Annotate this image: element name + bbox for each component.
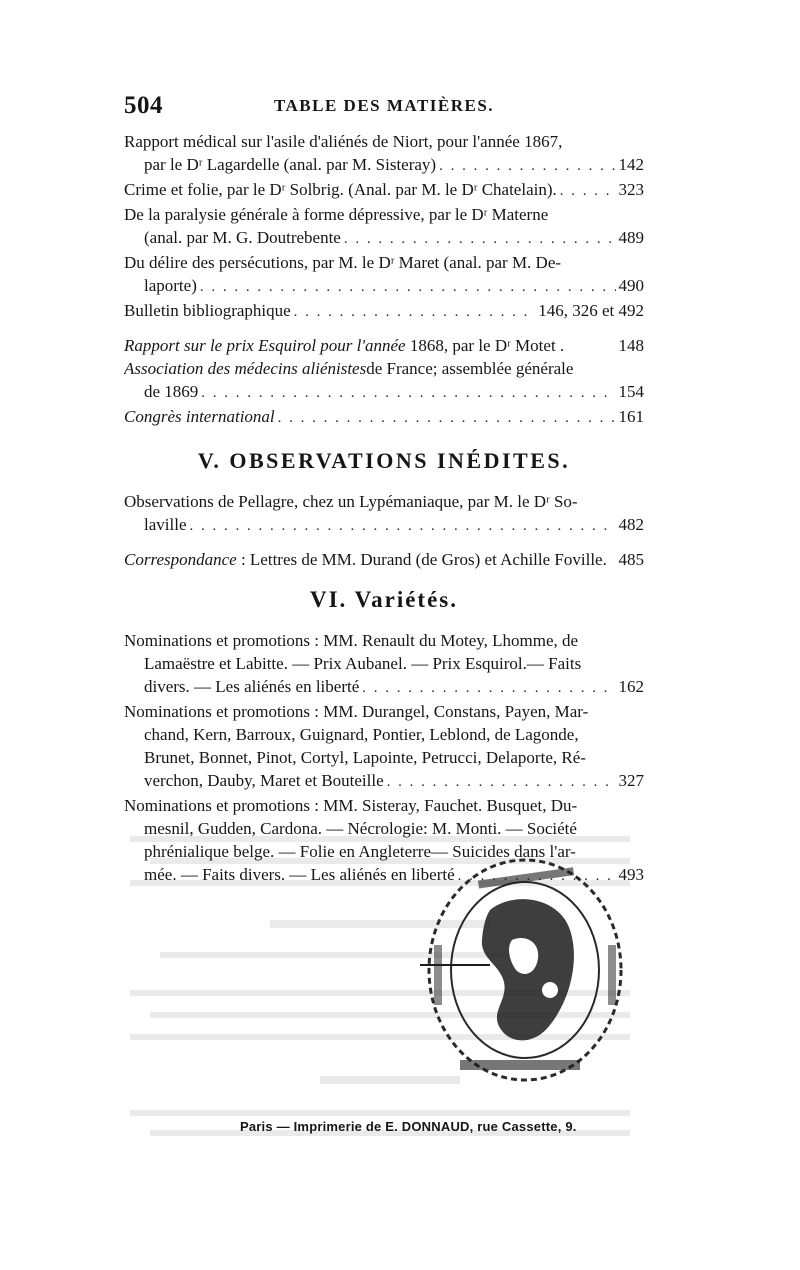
entry-text: Nominations et promotions : MM. Durangel, Constans, Payen, Mar- [124,702,589,721]
toc-entry [124,405,644,430]
toc-entry [124,334,644,357]
toc-entry [124,251,644,299]
toc-entry [124,700,644,794]
entry-text: verchon, Dauby, Maret et Bouteille [144,771,384,790]
section-title: VI. Variétés. [309,587,459,612]
entry-text: Nominations et promotions : MM. Sisteray, Fauchet. Busquet, Du- [124,796,578,815]
entry-text: Rapport médical sur l'asile d'aliénés de Niort, pour l'année 1867, [124,132,563,151]
toc-entry [124,130,644,178]
toc-entry [124,299,644,324]
toc-entry [124,490,644,538]
table-of-contents [124,130,644,888]
entry-italic-title: Association des médecins aliénistes [124,359,367,378]
entry-text: de 1869 [144,382,199,401]
printer-imprint: Paris — Imprimerie de E. DONNAUD, rue Cassette, 9. [240,1119,577,1134]
page-ref: 146, 326 et 492 [538,301,644,320]
page-ref: 161 [618,407,644,426]
section-title: V. OBSERVATIONS INÉDITES. [197,448,571,473]
page-ref: 162 [618,677,644,696]
entry-text: Lamaëstre et Labitte. — Prix Aubanel. — Prix Esquirol.— Faits [144,654,582,673]
toc-entry [124,629,644,700]
page-ref: 142 [618,155,644,174]
toc-entry [124,357,644,405]
page-ref: 489 [618,228,644,247]
entry-text: Bulletin bibliographique [124,301,291,320]
entry-text: Brunet, Bonnet, Pinot, Cortyl, Lapointe, Petrucci, Delaporte, Ré- [144,748,586,767]
entry-text: divers. — Les aliénés en liberté [144,677,360,696]
entry-text: laporte) [144,276,197,295]
page-header [124,92,644,122]
page-number: 504 [124,92,163,119]
entry-text: mesnil, Gudden, Cardona. — Nécrologie: M. Monti. — Société [144,819,577,838]
entry-text: Du délire des persécutions, par M. le Dʳ Maret (anal. par M. De- [124,253,562,272]
page-ref: 493 [618,865,644,884]
page-ref: 327 [618,771,644,790]
entry-text: Crime et folie, par le Dʳ Solbrig. (Anal. par M. le Dʳ Chatelain). [124,180,557,199]
entry-text: phrénialique belge. — Folie en Angleterre— Suicides dans l'ar- [144,842,576,861]
entry-text: mée. — Faits divers. — Les aliénés en liberté [144,865,455,884]
page-ref: 154 [618,382,644,401]
page-ref: 485 [618,550,644,569]
toc-entry [124,203,644,251]
toc-entry [124,548,644,571]
entry-italic-title: Congrès international [124,407,275,426]
entry-italic-title: Correspondance [124,550,237,569]
entry-text: De la paralysie générale à forme dépressive, par le Dʳ Materne [124,205,549,224]
entry-text: (anal. par M. G. Doutrebente [144,228,341,247]
entry-italic-title: Rapport sur le prix Esquirol pour l'année [124,336,406,355]
entry-text: Nominations et promotions : MM. Renault du Motey, Lhomme, de [124,631,579,650]
library-stamp-icon [420,850,630,1090]
entry-text: : Lettres de MM. Durand (de Gros) et Achille Foville. [236,550,607,569]
entry-text: par le Dʳ Lagardelle (anal. par M. Sisteray) [144,155,437,174]
page-ref: 148 [618,336,644,355]
entry-text: chand, Kern, Barroux, Guignard, Pontier, Leblond, de Lagonde, [144,725,579,744]
entry-text: 1868, par le Dʳ Motet . [405,336,565,355]
entry-text: Observations de Pellagre, chez un Lypémaniaque, par M. le Dʳ So- [124,492,578,511]
page-ref: 323 [618,180,644,199]
running-title: TABLE DES MATIÈRES. [273,96,495,115]
toc-entry [124,178,644,203]
page-ref: 482 [618,515,644,534]
page-ref: 490 [618,276,644,295]
entry-text: de France; assemblée générale [366,359,574,378]
entry-text: laville [144,515,187,534]
